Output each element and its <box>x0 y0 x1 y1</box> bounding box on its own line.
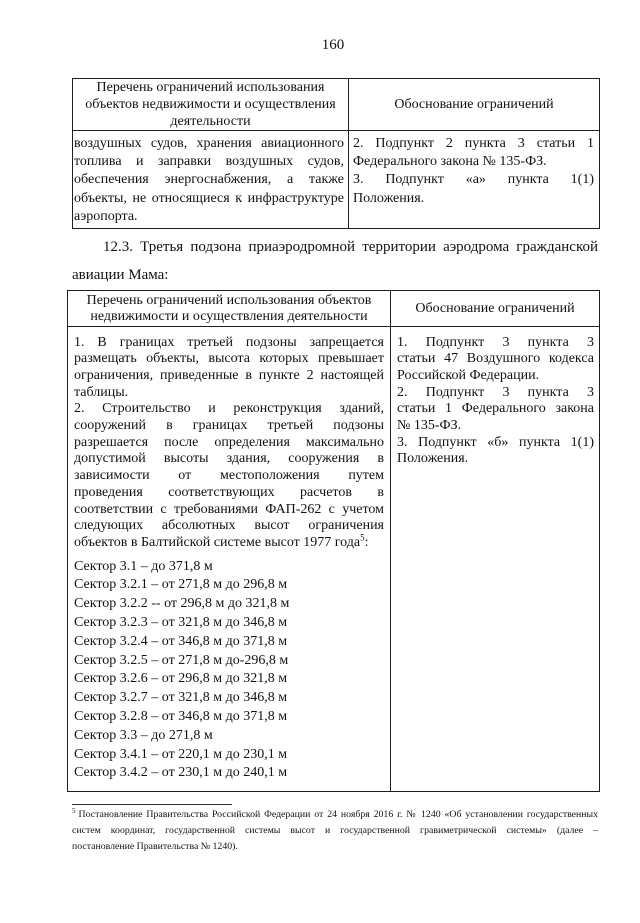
header-line: объектов недвижимости и осуществления <box>85 97 336 112</box>
restriction-line: разрешается после определения максимально <box>74 434 384 450</box>
restriction-paragraph <box>74 401 384 551</box>
basis-line: 3. Подпункт «а» пункта 1(1) <box>353 172 594 188</box>
basis-line: № 135-ФЗ. <box>397 418 462 434</box>
sector-item: Сектор 3.2.4 – от 346,8 м до 371,8 м <box>74 633 288 649</box>
restriction-line: зависимости от местоположения путем <box>74 468 384 484</box>
text-segment: : <box>364 534 369 550</box>
basis-cell <box>349 131 599 228</box>
section-line: авиации Мама: <box>72 267 169 283</box>
header-restrictions-list <box>68 291 391 326</box>
sector-item: Сектор 3.2.7 – от 321,8 м до 346,8 м <box>74 690 288 706</box>
sector-item: Сектор 3.2.8 – от 346,8 м до 371,8 м <box>74 709 288 725</box>
sector-item: Сектор 3.2.5 – от 271,8 м до-296,8 м <box>74 652 289 668</box>
restriction-line: объекты, не относящиеся к инфраструктуре <box>74 190 344 206</box>
footnote-separator <box>72 804 232 805</box>
restriction-line: проведения соответствующих расчетов в <box>74 484 384 500</box>
restrictions-text <box>74 335 384 552</box>
restriction-line: топлива и заправки воздушных судов, <box>74 154 344 170</box>
basis-line: статьи 1 Федерального закона <box>397 401 594 417</box>
page-number: 160 <box>321 37 345 53</box>
header-line: недвижимости и осуществления деятельности <box>90 308 368 324</box>
footnote-marker: 5 <box>72 806 76 815</box>
basis-line: статьи 47 Воздушного кодекса <box>397 351 594 367</box>
table-row <box>68 327 599 791</box>
basis-line: Положения. <box>397 451 469 467</box>
restriction-line: 2. Строительство и реконструкция зданий, <box>74 401 384 417</box>
table-row <box>73 131 599 228</box>
sector-item: Сектор 3.4.2 – от 230,1 м до 240,1 м <box>74 765 288 781</box>
basis-line: 2. Подпункт 2 пункта 3 статьи 1 <box>353 136 594 151</box>
table-header-row <box>73 79 599 131</box>
footnote-line <box>72 807 598 823</box>
header-line: Перечень ограничений использования <box>96 80 325 95</box>
restrictions-cell <box>73 131 349 228</box>
header-line: Перечень ограничений использования объектов <box>86 292 372 308</box>
footnote-line: систем координат, государственной системы высот и государственной гравиметрической системы» (далее – <box>72 825 598 836</box>
restriction-line: соответствии с требованиями ФАП-262 с учетом <box>74 501 384 517</box>
restriction-line: воздушных судов, хранения авиационного <box>74 136 344 151</box>
restriction-line: допустимой высоты здания, сооружения в <box>74 451 384 467</box>
header-line: Обоснование ограничений <box>394 97 554 112</box>
sector-item: Сектор 3.2.1 – от 271,8 м до 296,8 м <box>74 577 288 593</box>
basis-paragraph <box>397 435 594 468</box>
section-12-3-paragraph <box>72 233 598 289</box>
restriction-line <box>74 532 384 552</box>
header-line: деятельности <box>170 114 251 129</box>
restriction-line: аэропорта. <box>74 208 138 224</box>
restriction-line: размещать объекты, высота которых превышает <box>74 351 384 367</box>
sector-item: Сектор 3.3 – до 271,8 м <box>74 727 213 743</box>
restrictions-table-continued <box>72 78 600 229</box>
footnote-reference: 5 <box>360 532 365 543</box>
sector-list <box>74 558 384 784</box>
sector-item: Сектор 3.2.6 – от 296,8 м до 321,8 м <box>74 671 288 687</box>
basis-line: 3. Подпункт «б» пункта 1(1) <box>397 434 594 450</box>
basis-cell <box>391 327 599 791</box>
section-line: 12.3. Третья подзона приаэродромной территории аэродрома гражданской <box>103 239 598 255</box>
sector-item: Сектор 3.2.2 -- от 296,8 м до 321,8 м <box>74 596 290 612</box>
third-subzone-restrictions-table <box>67 290 600 792</box>
restriction-line: 1. В границах третьей подзоны запрещается <box>74 334 384 350</box>
footnote-line: постановление Правительства № 1240). <box>72 841 238 852</box>
footnote-text: Постановление Правительства Российской Федерации от 24 ноября 2016 г. № 1240 «Об установлении государственных <box>78 809 598 820</box>
restriction-line: таблицы. <box>74 384 129 400</box>
sector-item: Сектор 3.1 – до 371,8 м <box>74 558 213 574</box>
basis-line: Федерального закона № 135-ФЗ. <box>353 154 547 170</box>
restrictions-cell <box>68 327 391 791</box>
sector-item: Сектор 3.4.1 – от 220,1 м до 230,1 м <box>74 746 288 762</box>
header-line: Обоснование ограничений <box>415 300 575 316</box>
header-restrictions-list <box>73 79 349 130</box>
basis-line: 2. Подпункт 3 пункта 3 <box>397 384 594 400</box>
basis-paragraph <box>353 171 594 207</box>
restriction-line: ограничения, приведенные в пункте 2 настоящей <box>74 367 384 383</box>
restriction-line: следующих абсолютных высот ограничения <box>74 518 384 534</box>
header-restrictions-basis <box>391 291 599 326</box>
basis-line: 1. Подпункт 3 пункта 3 <box>397 334 594 350</box>
restriction-line: обеспечения энергоснабжения, а также <box>74 172 344 188</box>
basis-paragraph <box>397 335 594 385</box>
table-header-row <box>68 291 599 327</box>
basis-paragraph <box>397 385 594 435</box>
sector-item: Сектор 3.2.3 – от 321,8 м до 346,8 м <box>74 615 288 631</box>
basis-paragraph <box>353 135 594 171</box>
restriction-paragraph <box>74 335 384 402</box>
footnote <box>72 807 598 855</box>
basis-line: Положения. <box>353 190 425 206</box>
restriction-paragraph <box>74 135 344 226</box>
text-segment: объектов в Балтийской системе высот 1977 года <box>74 534 361 550</box>
header-restrictions-basis <box>349 79 599 130</box>
basis-line: Российской Федерации. <box>397 367 540 383</box>
restriction-line: сооружений в границах третьей подзоны <box>74 418 384 434</box>
